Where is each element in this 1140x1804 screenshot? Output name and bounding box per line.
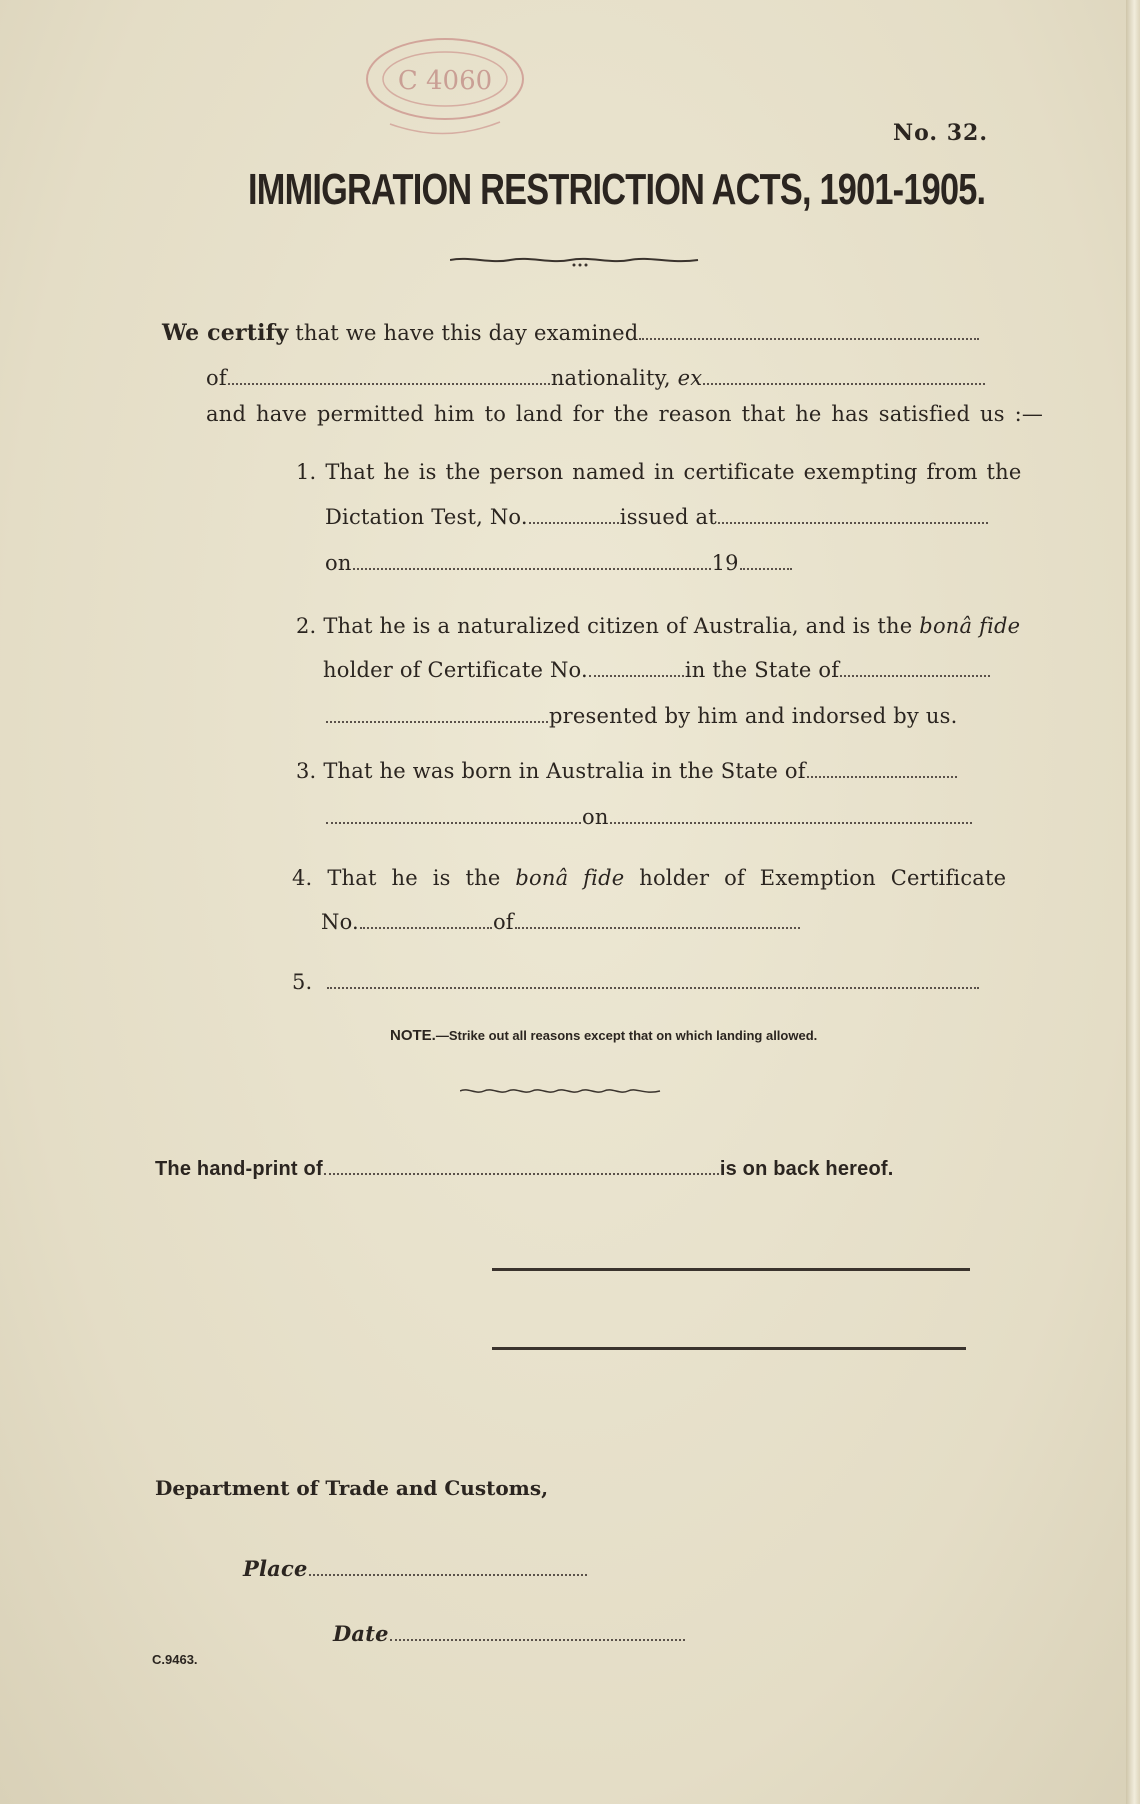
signature-line-2[interactable]: [492, 1347, 966, 1350]
form-title: IMMIGRATION RESTRICTION ACTS, 1901-1905.: [248, 165, 986, 214]
reason-5-field[interactable]: [327, 986, 979, 989]
nationality-line: [206, 366, 986, 390]
reason-3-line-1: [296, 759, 958, 783]
reason-2-text: That he is a naturalized citizen of Australia, and is the: [323, 614, 913, 638]
reason-5-num: 5.: [292, 970, 313, 994]
born-on-label: on: [582, 805, 609, 829]
stamp-text: C 4060: [397, 66, 493, 96]
handprint-line: [155, 1158, 893, 1181]
reason-4-line-2: [321, 910, 801, 934]
reason-4-text-a: That he is the: [327, 866, 501, 890]
ex-label: ex: [677, 366, 703, 390]
exemption-of-field[interactable]: [515, 926, 800, 929]
reason-2-line-1: [296, 614, 1020, 638]
place-label: Place: [243, 1556, 308, 1581]
handprint-suffix: is on back hereof.: [719, 1158, 894, 1180]
on-label: on: [325, 551, 352, 575]
decorative-wave: [460, 1085, 665, 1097]
certificate-no-label: holder of Certificate No.: [323, 658, 588, 682]
born-state-field[interactable]: [807, 775, 957, 778]
note-label: NOTE.: [390, 1027, 436, 1044]
born-place-field[interactable]: [326, 821, 581, 824]
exemption-no-field[interactable]: [360, 926, 492, 929]
born-date-field[interactable]: [610, 821, 972, 824]
presented-field[interactable]: [326, 720, 548, 723]
of-field[interactable]: [228, 382, 550, 385]
reason-1-line-1: [296, 460, 1022, 484]
date-label: Date: [333, 1621, 389, 1646]
reason-3-line-2: [325, 805, 973, 829]
certify-text: that we have this day examined: [295, 321, 639, 345]
issued-at-field[interactable]: [718, 521, 988, 524]
reason-1-num: 1.: [296, 460, 317, 484]
state-field[interactable]: [840, 674, 990, 677]
dictation-test-no-field[interactable]: [529, 521, 619, 524]
certify-prefix: We certify: [162, 320, 289, 346]
bona-fide-text: bonâ fide: [919, 614, 1021, 638]
reason-3-text: That he was born in Australia in the State of: [323, 759, 806, 783]
reason-1-line-3: [325, 551, 793, 575]
issued-at-label: issued at: [619, 505, 717, 529]
of-label: of: [206, 366, 227, 390]
reason-4-text-b: holder of Exemption Certificate: [639, 866, 1007, 890]
page-edge: [1126, 0, 1140, 1804]
handprint-field[interactable]: [324, 1172, 719, 1175]
ex-field[interactable]: [703, 382, 985, 385]
certificate-no-field[interactable]: [589, 674, 684, 677]
exemption-of-label: of: [492, 910, 514, 934]
form-code: C.9463.: [152, 1652, 198, 1667]
place-line: [243, 1556, 588, 1581]
reason-5-line: [292, 970, 980, 994]
reason-2-line-2: [323, 658, 991, 682]
year-field[interactable]: [740, 567, 792, 570]
signature-line-1[interactable]: [492, 1268, 970, 1271]
nationality-label: nationality,: [550, 366, 671, 390]
reason-2-num: 2.: [296, 614, 317, 638]
department-name: Department of Trade and Customs,: [155, 1476, 549, 1500]
reason-1-line-2: [325, 505, 989, 529]
stamp-icon: [340, 34, 560, 144]
certify-line: [162, 320, 980, 346]
reason-4-num: 4.: [292, 866, 313, 890]
note-text: —Strike out all reasons except that on which landing allowed.: [435, 1028, 818, 1043]
decorative-rule: [450, 252, 700, 268]
note-line: [390, 1027, 817, 1044]
reason-1-text: That he is the person named in certificate exempting from the: [325, 460, 1022, 484]
dictation-test-label: Dictation Test, No.: [325, 505, 528, 529]
permitted-text: and have permitted him to land for the reason that he has satisfied us :—: [206, 402, 1044, 426]
exemption-no-label: No.: [321, 910, 359, 934]
reason-2-line-3: [325, 704, 957, 728]
state-of-label: in the State of: [684, 658, 840, 682]
date-field[interactable]: [390, 1638, 685, 1641]
on-date-field[interactable]: [353, 567, 711, 570]
year-prefix: 19: [711, 551, 739, 575]
reason-4-bona-fide: bonâ fide: [515, 866, 625, 890]
place-field[interactable]: [309, 1573, 587, 1576]
examined-field[interactable]: [639, 337, 979, 340]
form-number: No. 32.: [893, 120, 988, 146]
handprint-prefix: The hand-print of: [155, 1158, 323, 1180]
reason-4-line-1: [292, 866, 1006, 890]
reason-3-num: 3.: [296, 759, 317, 783]
presented-text: presented by him and indorsed by us.: [549, 704, 958, 728]
date-line: [333, 1621, 686, 1646]
